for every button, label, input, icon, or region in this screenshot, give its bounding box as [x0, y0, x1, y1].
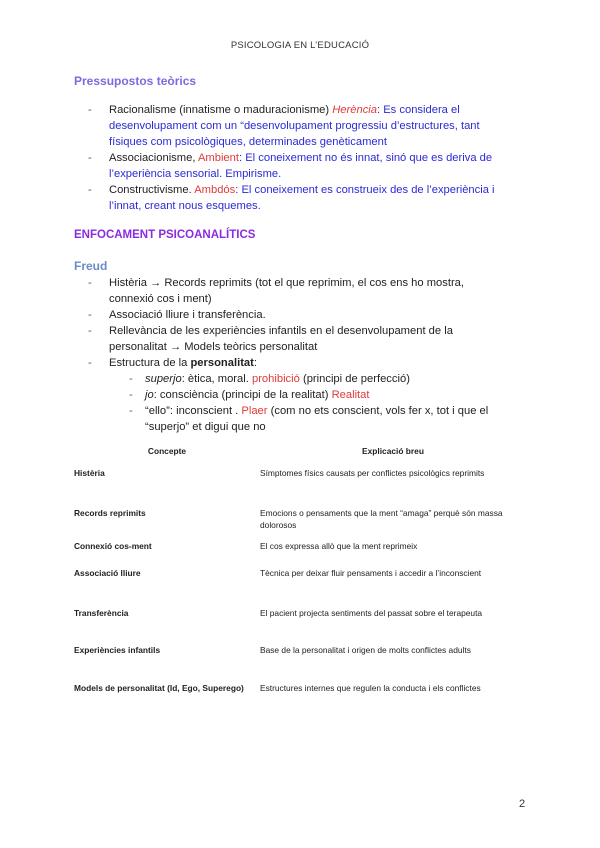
item-desc: : El coneixement no és innat, sinó que es deriva de l’experiència sensorial. Empirisme. — [109, 152, 493, 180]
subsection-title-freud: Freud — [74, 259, 108, 273]
section-title-enfocament: ENFOCAMENT PSICOANALÍTICS — [74, 229, 256, 241]
sub-tag: Plaer — [241, 405, 268, 417]
table-cell-term: Transferència — [74, 608, 129, 618]
item-desc: : Es considera el desenvolupament com un “desenvolupament progressiu d’estructures, tant físiques com psicològiques, determinades genèticament — [109, 104, 480, 148]
table-row — [74, 607, 526, 644]
sublist-item-superjo — [129, 371, 508, 387]
sub-rest: (com no ets conscient, vols fer x, tot i que el “superjo” et digui que no — [145, 405, 489, 433]
table-cell-term: Models de personalitat (Id, Ego, Superego) — [74, 683, 244, 693]
list-item-rellevancia: - Rellevància de les experiències infantils en el desenvolupament de la personalitat → Models teòrics personalitat — [88, 323, 508, 355]
list-item-estructura — [88, 355, 508, 435]
sub-text: : ètica, moral. — [181, 373, 249, 385]
item-name: Racionalisme (innatisme o maduracionisme) — [109, 104, 330, 116]
sub-rest: (principi de perfecció) — [302, 373, 410, 385]
structure-prefix: Estructura de la — [109, 357, 188, 369]
page-header: PSICOLOGIA EN L’EDUCACIÓ — [230, 40, 370, 51]
sub-text: : inconscient . — [169, 405, 239, 417]
section-title-pressupostos: Pressupostos teòrics — [74, 74, 197, 88]
freud-list — [88, 275, 508, 435]
item-tag: Ambient — [197, 152, 239, 164]
table-cell-desc: Tècnica per deixar fluir pensaments i accedir a l’inconscient — [260, 568, 482, 578]
table-cell-desc: Base de la personalitat i origen de molts conflictes adults — [260, 645, 471, 655]
table-cell-term: Records reprimits — [74, 508, 146, 518]
table-cell-term: Experiències infantils — [74, 645, 161, 655]
column-header-concepte: Concepte — [147, 446, 187, 456]
concepts-table — [74, 446, 526, 722]
structure-bold: personalitat — [190, 357, 254, 369]
table-header-row — [74, 446, 526, 467]
table-cell-desc: Símptomes físics causats per conflictes psicològics reprimits — [260, 468, 485, 478]
item-tag: Ambdós — [194, 184, 236, 196]
list-item-racionalisme — [88, 102, 508, 150]
column-header-explicacio: Explicació breu — [362, 446, 424, 456]
list-item-associacionisme — [88, 150, 508, 182]
table-cell-term: Histèria — [74, 468, 105, 478]
item-desc: : El coneixement es construeix des de l’experiència i l’innat, creant nous esquemes. — [109, 184, 495, 212]
table-cell-desc: El pacient projecta sentiments del passat sobre el terapeuta — [260, 608, 483, 618]
table-row — [74, 567, 526, 607]
table-cell-term: Associació lliure — [74, 568, 141, 578]
table-row — [74, 467, 526, 507]
list-item-associacio: - Associació lliure i transferència. — [88, 307, 508, 323]
sub-tag: Realitat — [331, 389, 370, 401]
item-name: Associacionisme, — [109, 152, 196, 164]
sub-term: jo — [145, 389, 154, 401]
table-cell-term: Connexió cos-ment — [74, 541, 152, 551]
table-cell-desc: Emocions o pensaments que la ment “amaga” perquè són massa dolorosos — [260, 508, 503, 530]
table-row — [74, 507, 526, 540]
item-tag: Herència — [332, 104, 377, 116]
sublist-item-ello — [129, 403, 508, 435]
table-cell-desc: El cos expressa allò que la ment reprimeix — [260, 541, 418, 551]
table-row — [74, 644, 526, 682]
table-cell-desc: Estructures internes que regulen la conducta i els conflictes — [260, 683, 481, 693]
list-item-constructivisme — [88, 182, 508, 214]
structure-suffix: : — [253, 357, 257, 369]
item-name: Constructivisme. — [109, 184, 192, 196]
sub-text: : consciència (principi de la realitat) — [153, 389, 329, 401]
page-number: 2 — [519, 798, 526, 810]
sub-term: “ello” — [145, 405, 170, 417]
sublist-item-jo — [129, 387, 508, 403]
table-row — [74, 540, 526, 567]
sub-term: superjo — [145, 373, 182, 385]
sub-tag: prohibició — [251, 373, 300, 385]
list-item-histeria: - Histèria → Records reprimits (tot el que reprimim, el cos ens ho mostra, connexió cos i ment) — [88, 275, 508, 307]
table-row — [74, 682, 526, 722]
personality-sublist — [109, 371, 508, 435]
pressupostos-list — [88, 102, 508, 214]
